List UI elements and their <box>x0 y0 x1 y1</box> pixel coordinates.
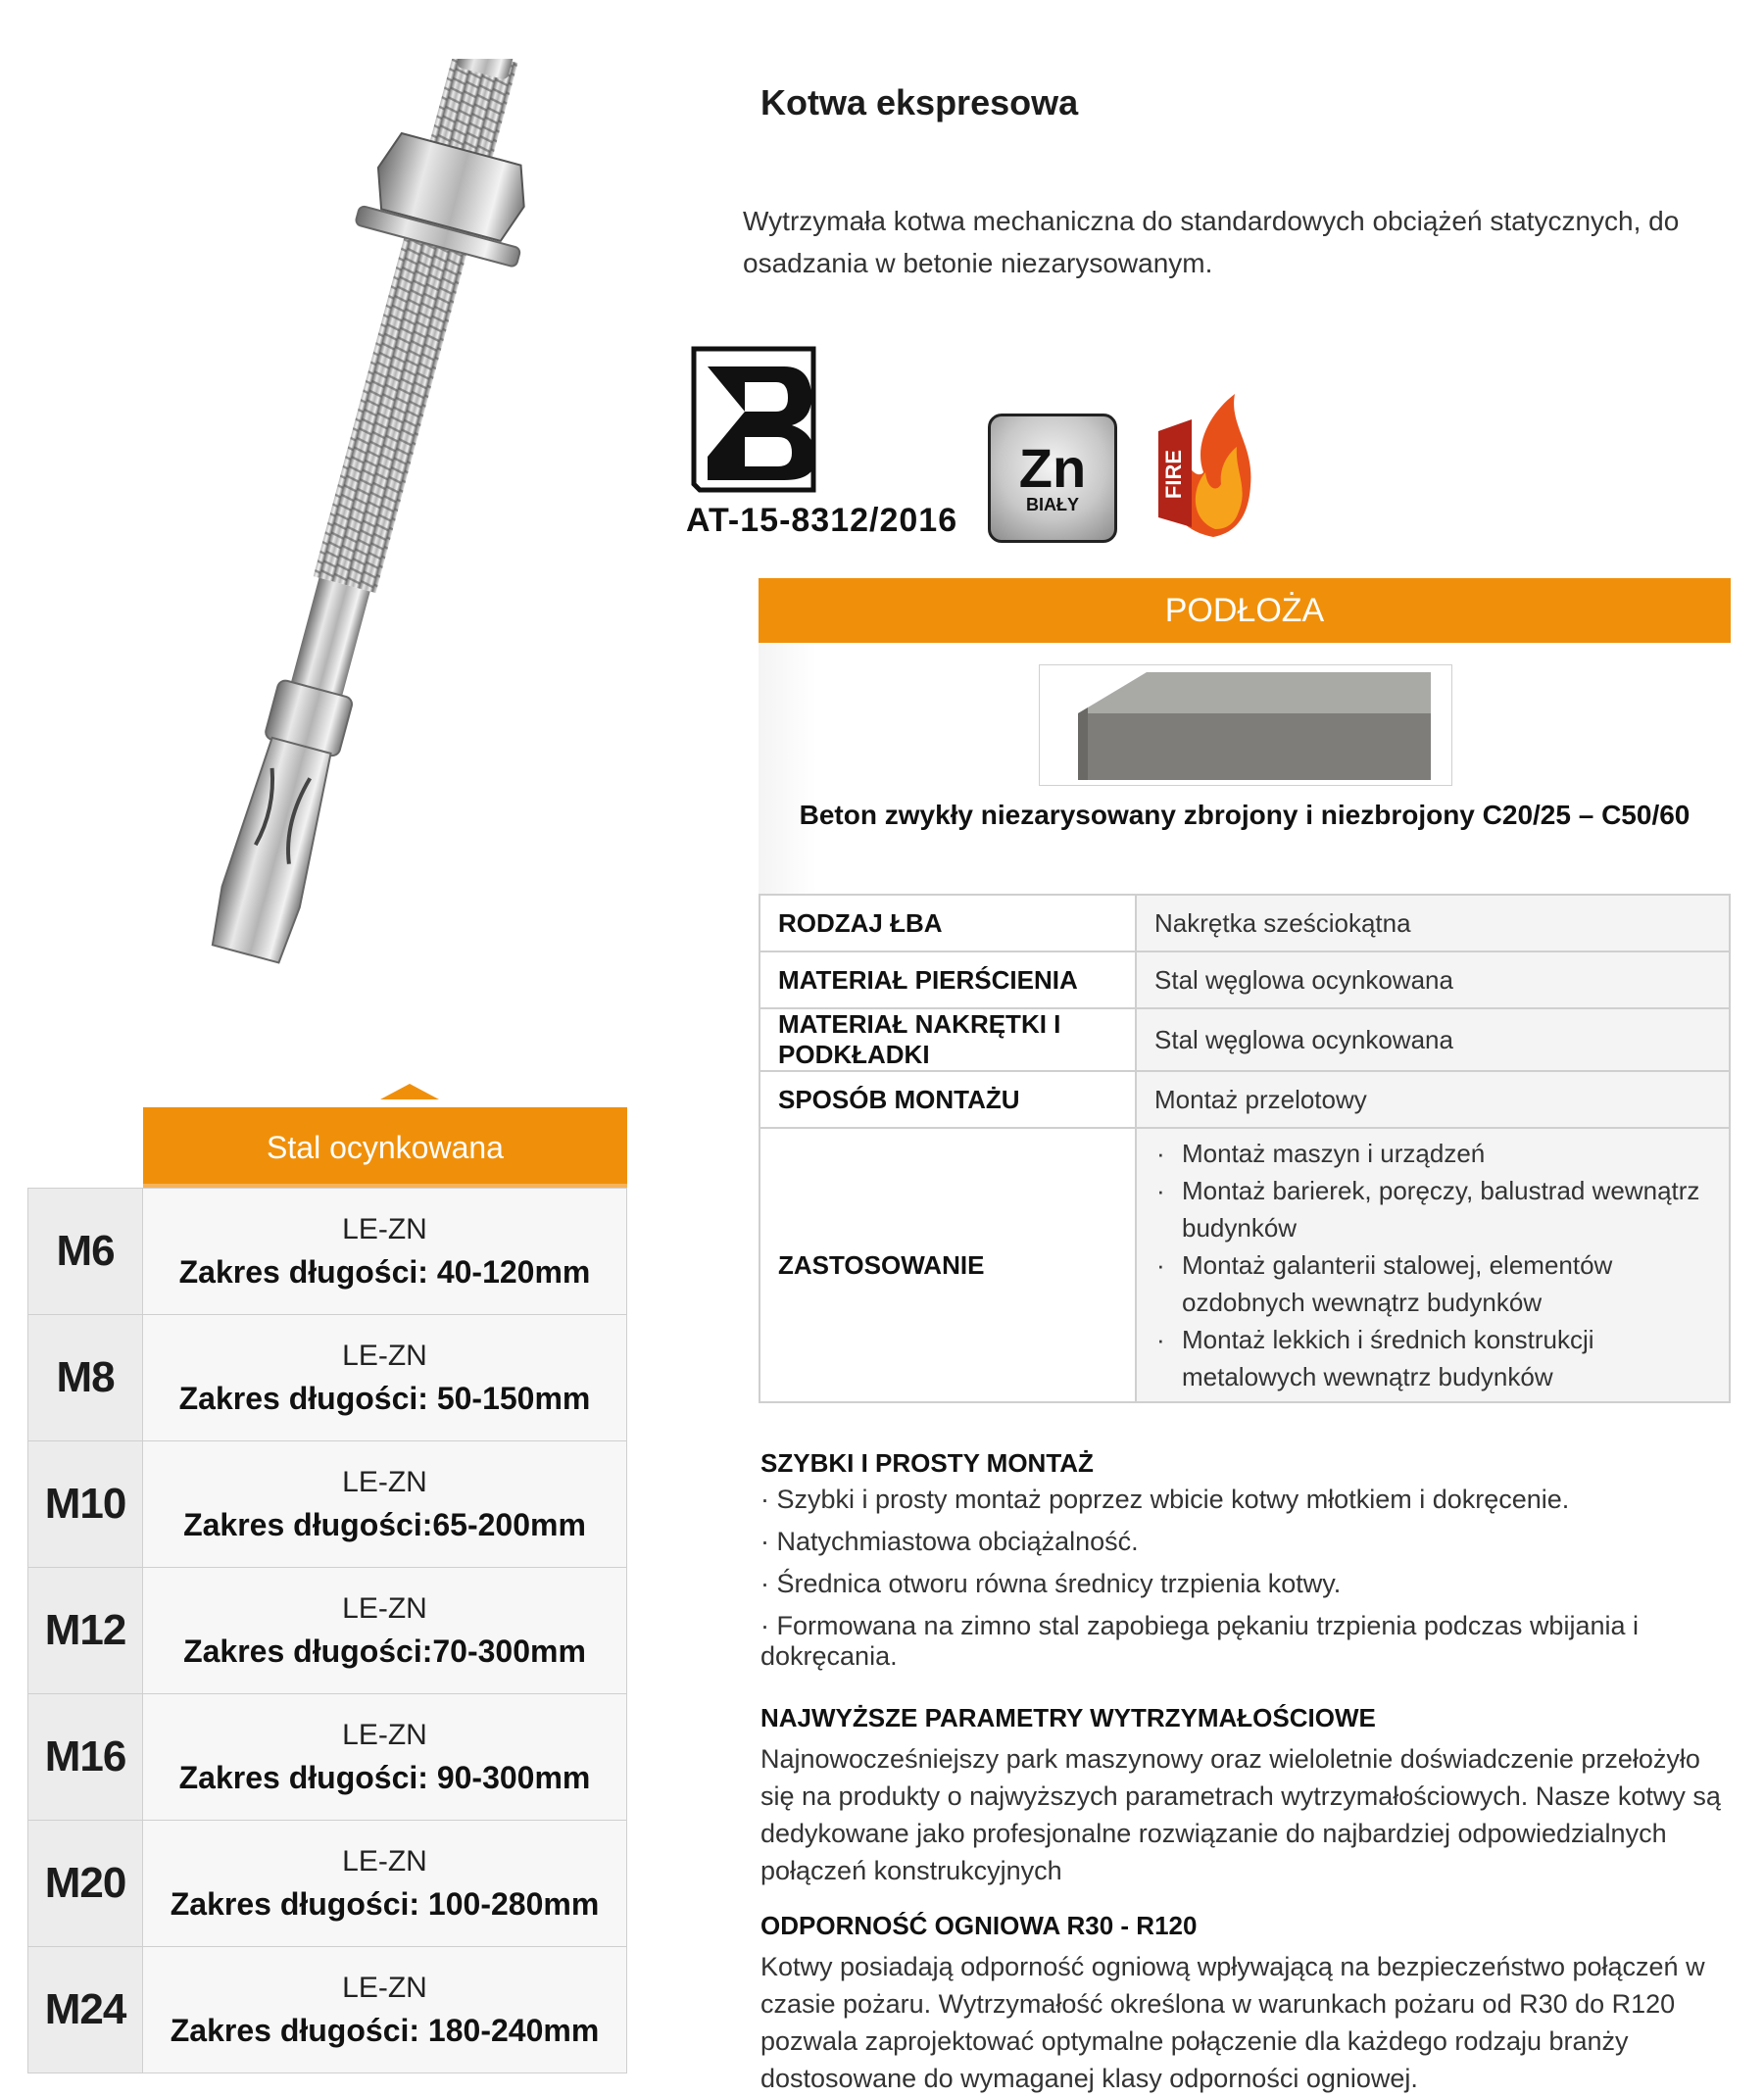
usage-list <box>1154 1129 1711 1401</box>
usage-item: · Montaż lekkich i średnich konstrukcji metalowych wewnątrz budynków <box>1182 1321 1711 1395</box>
spec-value: Stal węglowa ocynkowana <box>1136 1008 1730 1071</box>
size-code: M24 <box>28 1947 143 2073</box>
quick-install-heading: SZYBKI I PROSTY MONTAŻ <box>760 1448 1094 1478</box>
size-code: M12 <box>28 1568 143 1693</box>
zinc-symbol: Zn <box>1018 436 1087 499</box>
product-code: LE-ZN <box>342 1971 427 2004</box>
size-row <box>27 1821 627 1947</box>
bullet-item: · Średnica otworu równa średnicy trzpienia kotwy. <box>760 1569 1342 1598</box>
size-row <box>27 1441 627 1568</box>
fire-badge-text: FIRE <box>1161 449 1186 500</box>
fire-resistance-heading: ODPORNOŚĆ OGNIOWA R30 - R120 <box>760 1911 1198 1940</box>
strength-heading: NAJWYŻSZE PARAMETRY WYTRZYMAŁOŚCIOWE <box>760 1703 1376 1732</box>
spec-row <box>760 1008 1730 1071</box>
spec-value: Nakrętka sześciokątna <box>1136 895 1730 951</box>
zinc-coating-badge <box>988 414 1117 543</box>
product-code: LE-ZN <box>342 1339 427 1372</box>
spec-key: SPOSÓB MONTAŻU <box>760 1071 1136 1128</box>
size-info <box>143 1694 626 1820</box>
header-pointer <box>380 1084 439 1099</box>
product-code: LE-ZN <box>342 1591 427 1625</box>
length-range: Zakres długości: 100-280mm <box>170 1885 600 1922</box>
substrate-caption: Beton zwykły niezarysowany zbrojony i niezbrojony C20/25 – C50/60 <box>799 800 1690 830</box>
quick-install-list <box>760 1485 1764 1671</box>
spec-key: MATERIAŁ NAKRĘTKI I PODKŁADKI <box>760 1008 1136 1071</box>
spec-value <box>1136 1128 1730 1402</box>
spec-row <box>760 951 1730 1008</box>
usage-item: · Montaż barierek, poręczy, balustrad wewnątrz budynków <box>1182 1172 1711 1246</box>
usage-item: · Montaż galanterii stalowej, elementów ozdobnych wewnątrz budynków <box>1182 1246 1711 1321</box>
zinc-type: BIAŁY <box>1026 494 1079 514</box>
concrete-block-image <box>1039 664 1452 786</box>
size-info <box>143 1189 626 1314</box>
bullet-item: · Natychmiastowa obciążalność. <box>760 1527 1139 1556</box>
size-info <box>143 1947 626 2073</box>
size-code: M10 <box>28 1441 143 1567</box>
product-description: Wytrzymała kotwa mechaniczna do standardowych obciążeń statycznych, do osadzania w betonie niezarysowanym. <box>743 206 1680 278</box>
anchor-bolt-image <box>137 59 588 1029</box>
size-row <box>27 1947 627 2073</box>
fire-resistance-text: Kotwy posiadają odporność ogniową wpływającą na bezpieczeństwo połączeń w czasie pożaru. Wytrzymałość określona w warunkach pożaru od R30 do R120 pozwala zaprojektować optymalne połączenie dla każdego rodzaju branży dostosowane do wymaganej klasy odporności ogniowej. <box>760 1952 1705 2093</box>
size-code: M20 <box>28 1821 143 1946</box>
size-info <box>143 1568 626 1693</box>
spec-value: Stal węglowa ocynkowana <box>1136 951 1730 1008</box>
length-range: Zakres długości: 180-240mm <box>170 2012 600 2048</box>
spec-key: MATERIAŁ PIERŚCIENIA <box>760 951 1136 1008</box>
fire-resistance-icon <box>1152 390 1262 537</box>
size-row <box>27 1189 627 1315</box>
spec-table <box>759 894 1731 1403</box>
product-code: LE-ZN <box>342 1465 427 1498</box>
product-code: LE-ZN <box>342 1718 427 1751</box>
spec-row <box>760 895 1730 951</box>
size-code: M6 <box>28 1189 143 1314</box>
size-table <box>27 1188 627 2073</box>
substrates-header: PODŁOŻA <box>759 578 1731 643</box>
bullet-item: · Formowana na zimno stal zapobiega pękaniu trzpienia podczas wbijania i dokręcania. <box>760 1611 1639 1671</box>
strength-text: Najnowocześniejszy park maszynowy oraz wieloletnie doświadczenie przełożyło się na produkty o najwyższych parametrach wytrzymałościowych. Nasze kotwy są dedykowane jako profesjonalne rozwiązanie do najbardziej odpowiedzialnych połączeń konstrukcyjnych <box>760 1744 1721 1885</box>
bullet-item: · Szybki i prosty montaż poprzez wbicie kotwy młotkiem i dokręcenie. <box>760 1485 1570 1514</box>
spec-row-usage <box>760 1128 1730 1402</box>
product-code: LE-ZN <box>342 1212 427 1245</box>
spec-key: RODZAJ ŁBA <box>760 895 1136 951</box>
spec-value: Montaż przelotowy <box>1136 1071 1730 1128</box>
spec-row <box>760 1071 1730 1128</box>
approval-code: AT-15-8312/2016 <box>686 502 958 539</box>
length-range: Zakres długości:65-200mm <box>183 1506 586 1542</box>
length-range: Zakres długości: 40-120mm <box>178 1253 591 1290</box>
size-info <box>143 1315 626 1440</box>
product-code: LE-ZN <box>342 1844 427 1878</box>
size-info <box>143 1441 626 1567</box>
length-range: Zakres długości:70-300mm <box>183 1633 586 1669</box>
length-range: Zakres długości: 90-300mm <box>178 1759 591 1795</box>
size-info <box>143 1821 626 1946</box>
length-range: Zakres długości: 50-150mm <box>178 1380 591 1416</box>
size-code: M8 <box>28 1315 143 1440</box>
size-code: M16 <box>28 1694 143 1820</box>
size-row <box>27 1694 627 1821</box>
material-header: Stal ocynkowana <box>143 1107 627 1188</box>
size-row <box>27 1568 627 1694</box>
usage-item: · Montaż maszyn i urządzeń <box>1182 1135 1711 1172</box>
size-row <box>27 1315 627 1441</box>
spec-key: ZASTOSOWANIE <box>760 1128 1136 1402</box>
product-title: Kotwa ekspresowa <box>760 82 1079 122</box>
